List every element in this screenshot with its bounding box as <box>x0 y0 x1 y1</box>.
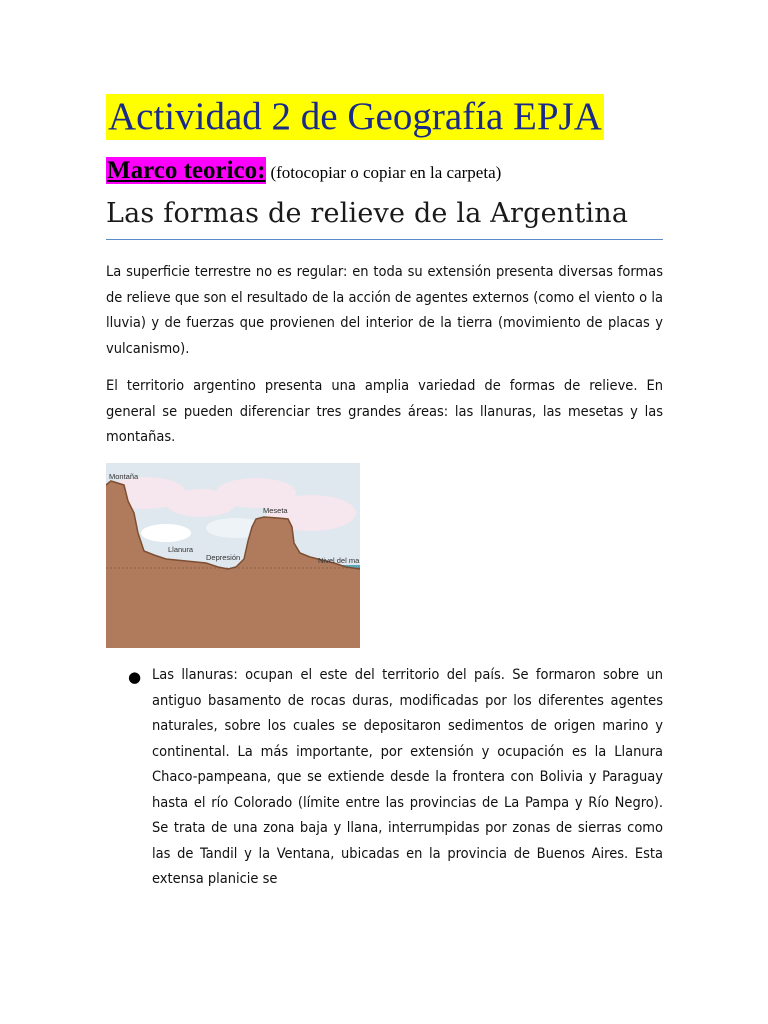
bullet-marker: ● <box>128 668 142 686</box>
label-nivel-del-mar: Nivel del ma <box>318 556 360 565</box>
paragraph-2: El territorio argentino presenta una amplia variedad de formas de relieve. En general se pueden diferenciar tres grandes áreas: las llanuras, las mesetas y las montañas. <box>106 378 663 445</box>
label-montana: Montaña <box>109 472 139 481</box>
relief-diagram <box>106 463 360 648</box>
marco-label: Marco teorico: <box>107 157 266 184</box>
label-llanura: Llanura <box>168 545 194 554</box>
marco-line <box>106 157 501 185</box>
label-meseta: Meseta <box>263 506 288 515</box>
heading-underline <box>106 239 663 240</box>
section-heading: Las formas de relieve de la Argentina <box>106 198 629 229</box>
bullet-llanuras: Las llanuras: ocupan el este del territorio del país. Se formaron sobre un antiguo basamento de rocas duras, modificadas por los diferentes agentes naturales, sobre los cuales se depositaron sedimentos de origen marino y continental. La más importante, por extensión y ocupación es la Llanura Chaco-pampeana, que se extiende desde la frontera con Bolivia y Paraguay hasta el río Colorado (límite entre las provincias de La Pampa y Río Negro). Se trata de una zona baja y llana, interrumpidas por zonas de sierras como las de Tandil y la Ventana, ubicadas en la provincia de Buenos Aires. Esta extensa planicie se <box>152 667 663 887</box>
document-title: Actividad 2 de Geografía EPJA <box>108 95 602 138</box>
label-depresion: Depresión <box>206 553 241 562</box>
paragraph-1: La superficie terrestre no es regular: en toda su extensión presenta diversas formas de relieve que son el resultado de la acción de agentes externos (como el viento o la lluvia) y de fuerzas que provienen del interior de la tierra (movimiento de placas y vulcanismo). <box>106 264 663 357</box>
relief-diagram-svg <box>106 463 360 648</box>
marco-note: (fotocopiar o copiar en la carpeta) <box>270 163 502 182</box>
